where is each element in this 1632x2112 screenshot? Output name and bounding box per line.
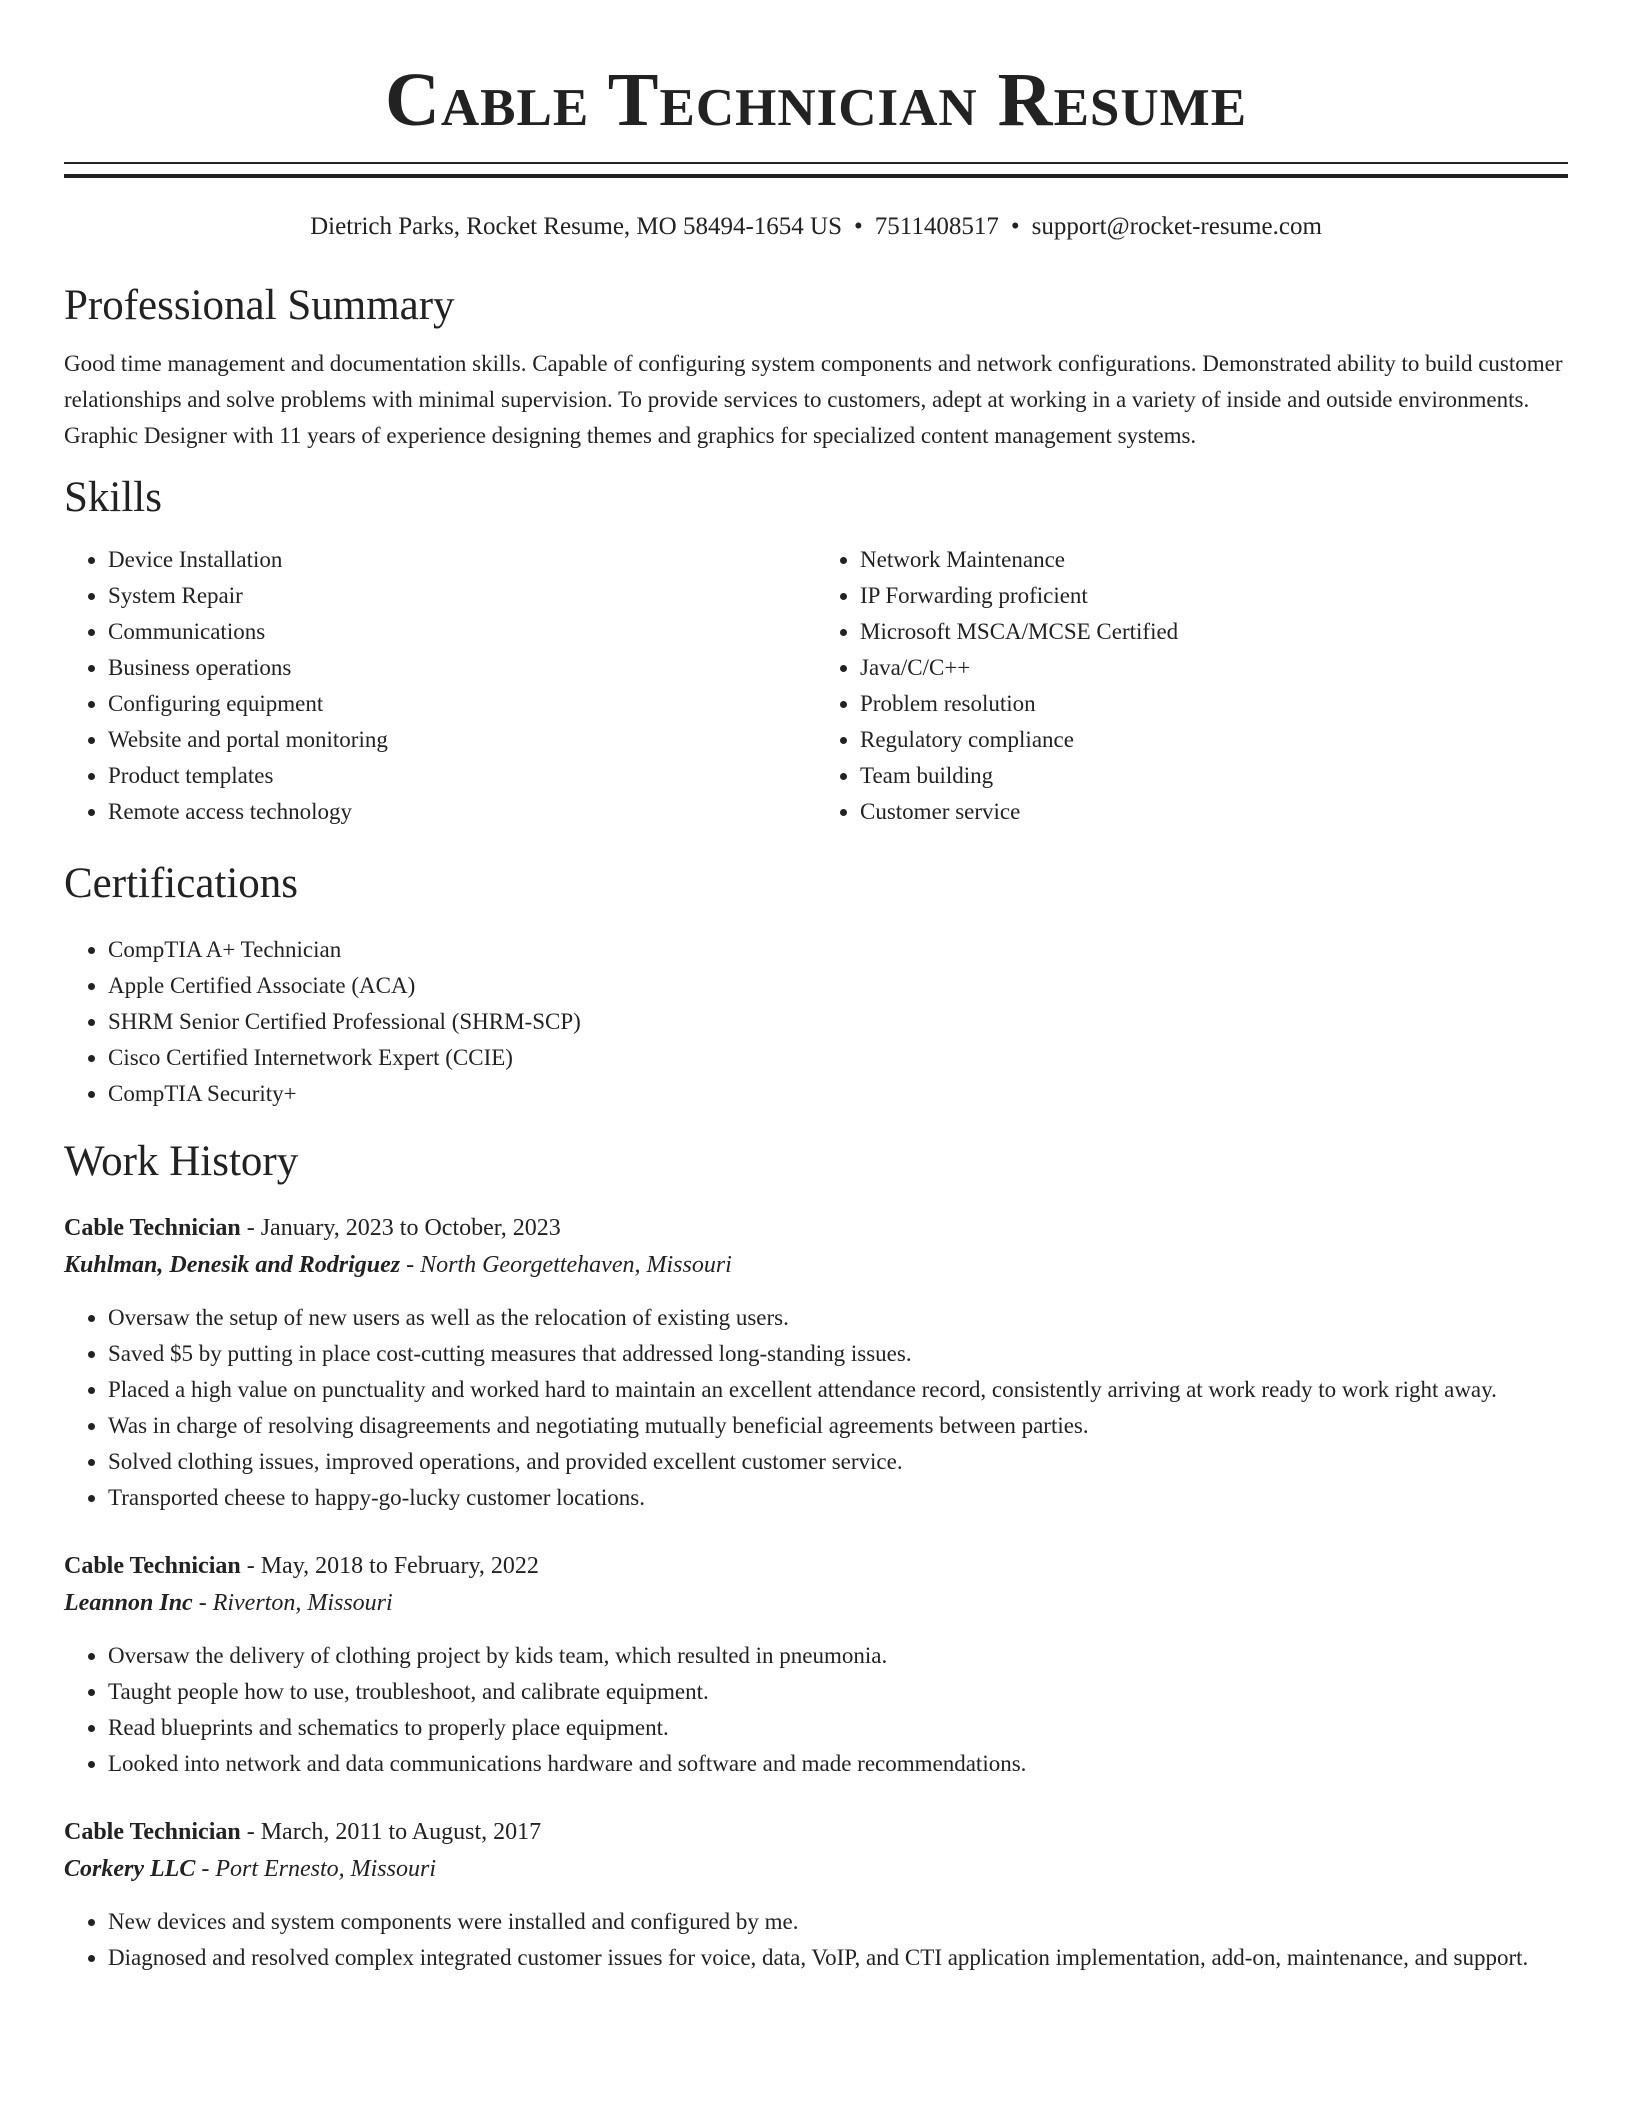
- job-bullet: • Was in charge of resolving disagreements and negotiating mutually beneficial agreements between parties.: [108, 1408, 1568, 1444]
- certifications-heading: Certifications: [64, 860, 299, 907]
- job-bullet: • Placed a high value on punctuality and worked hard to maintain an excellent attendance record, consistently arriving at work ready to work right away.: [108, 1372, 1568, 1408]
- job-bullet: • Oversaw the setup of new users as well as the relocation of existing users.: [108, 1300, 1568, 1336]
- contact-separator: •: [853, 213, 863, 240]
- skill-item: • Customer service: [860, 794, 1568, 830]
- skill-item: • Regulatory compliance: [860, 722, 1568, 758]
- certification-item: • CompTIA Security+: [108, 1076, 1568, 1112]
- skills-list-right: [816, 542, 1568, 830]
- skill-item: • Team building: [860, 758, 1568, 794]
- certification-item: • CompTIA A+ Technician: [108, 932, 1568, 968]
- job-role: Cable Technician: [64, 1819, 241, 1845]
- skill-item: • Microsoft MSCA/MCSE Certified: [860, 614, 1568, 650]
- skill-item: • IP Forwarding proficient: [860, 578, 1568, 614]
- skills-heading: Skills: [64, 474, 162, 521]
- skill-item: • Network Maintenance: [860, 542, 1568, 578]
- certifications-list: [64, 932, 1568, 1112]
- skill-item: • Device Installation: [108, 542, 816, 578]
- skill-item: • Product templates: [108, 758, 816, 794]
- certification-item: • Cisco Certified Internetwork Expert (CCIE): [108, 1040, 1568, 1076]
- job-bullet: • Solved clothing issues, improved operations, and provided excellent customer service.: [108, 1444, 1568, 1480]
- job-bullet: • Read blueprints and schematics to properly place equipment.: [108, 1710, 1568, 1746]
- company-line: [64, 1246, 1568, 1284]
- resume-title: Cable Technician Resume: [384, 58, 1248, 142]
- skills-list-left: [64, 542, 816, 830]
- company-name: Leannon Inc: [64, 1590, 193, 1616]
- contact-address: Dietrich Parks, Rocket Resume, MO 58494-1654 US: [310, 213, 842, 240]
- job-bullet: • Looked into network and data communications hardware and software and made recommendations.: [108, 1746, 1568, 1782]
- skill-item: • System Repair: [108, 578, 816, 614]
- job-bullet: • Taught people how to use, troubleshoot, and calibrate equipment.: [108, 1674, 1568, 1710]
- job-bullets: [64, 1300, 1568, 1516]
- company-location: - North Georgettehaven, Missouri: [400, 1252, 732, 1278]
- job-dates: - May, 2018 to February, 2022: [240, 1553, 539, 1579]
- job-entry: [64, 1210, 1568, 1516]
- skills-columns: [64, 542, 1568, 830]
- job-title-line: [64, 1548, 1568, 1584]
- job-role: Cable Technician: [64, 1215, 241, 1241]
- contact-email: support@rocket-resume.com: [1031, 213, 1322, 240]
- job-bullets: [64, 1904, 1568, 1976]
- job-role: Cable Technician: [64, 1553, 241, 1579]
- skill-item: • Business operations: [108, 650, 816, 686]
- contact-phone: 7511408517: [874, 213, 999, 240]
- job-dates: - January, 2023 to October, 2023: [240, 1215, 561, 1241]
- job-bullet: • New devices and system components were installed and configured by me.: [108, 1904, 1568, 1940]
- job-bullet: • Saved $5 by putting in place cost-cutting measures that addressed long-standing issues.: [108, 1336, 1568, 1372]
- skill-item: • Communications: [108, 614, 816, 650]
- job-title-line: [64, 1814, 1568, 1850]
- work-history-heading: Work History: [64, 1138, 299, 1185]
- certification-item: • SHRM Senior Certified Professional (SHRM-SCP): [108, 1004, 1568, 1040]
- skill-item: • Configuring equipment: [108, 686, 816, 722]
- company-line: [64, 1850, 1568, 1888]
- job-title-line: [64, 1210, 1568, 1246]
- contact-line: [64, 212, 1568, 242]
- title-divider: [64, 162, 1568, 178]
- company-line: [64, 1584, 1568, 1622]
- company-location: - Port Ernesto, Missouri: [195, 1856, 436, 1882]
- job-entry: [64, 1814, 1568, 1976]
- job-bullets: [64, 1638, 1568, 1782]
- job-bullet: • Transported cheese to happy-go-lucky customer locations.: [108, 1480, 1568, 1516]
- skill-item: • Website and portal monitoring: [108, 722, 816, 758]
- skill-item: • Problem resolution: [860, 686, 1568, 722]
- job-bullet: • Diagnosed and resolved complex integrated customer issues for voice, data, VoIP, and CTI application implementation, add-on, maintenance, and support.: [108, 1940, 1568, 1976]
- skill-item: • Remote access technology: [108, 794, 816, 830]
- job-bullet: • Oversaw the delivery of clothing project by kids team, which resulted in pneumonia.: [108, 1638, 1568, 1674]
- company-name: Corkery LLC: [64, 1856, 196, 1882]
- skill-item: • Java/C/C++: [860, 650, 1568, 686]
- summary-heading: Professional Summary: [64, 282, 455, 329]
- company-name: Kuhlman, Denesik and Rodriguez: [64, 1252, 401, 1278]
- company-location: - Riverton, Missouri: [192, 1590, 393, 1616]
- summary-text: Good time management and documentation skills. Capable of configuring system components and network configurations. Demonstrated ability to build customer relationships and solve problems with minimal supervision. To provide services to customers, adept at working in a variety of inside and outside environments. Graphic Designer with 11 years of experience designing themes and graphics for specialized content management systems.: [64, 351, 1563, 448]
- job-entry: [64, 1548, 1568, 1782]
- job-dates: - March, 2011 to August, 2017: [240, 1819, 542, 1845]
- contact-separator: •: [1010, 213, 1020, 240]
- certification-item: • Apple Certified Associate (ACA): [108, 968, 1568, 1004]
